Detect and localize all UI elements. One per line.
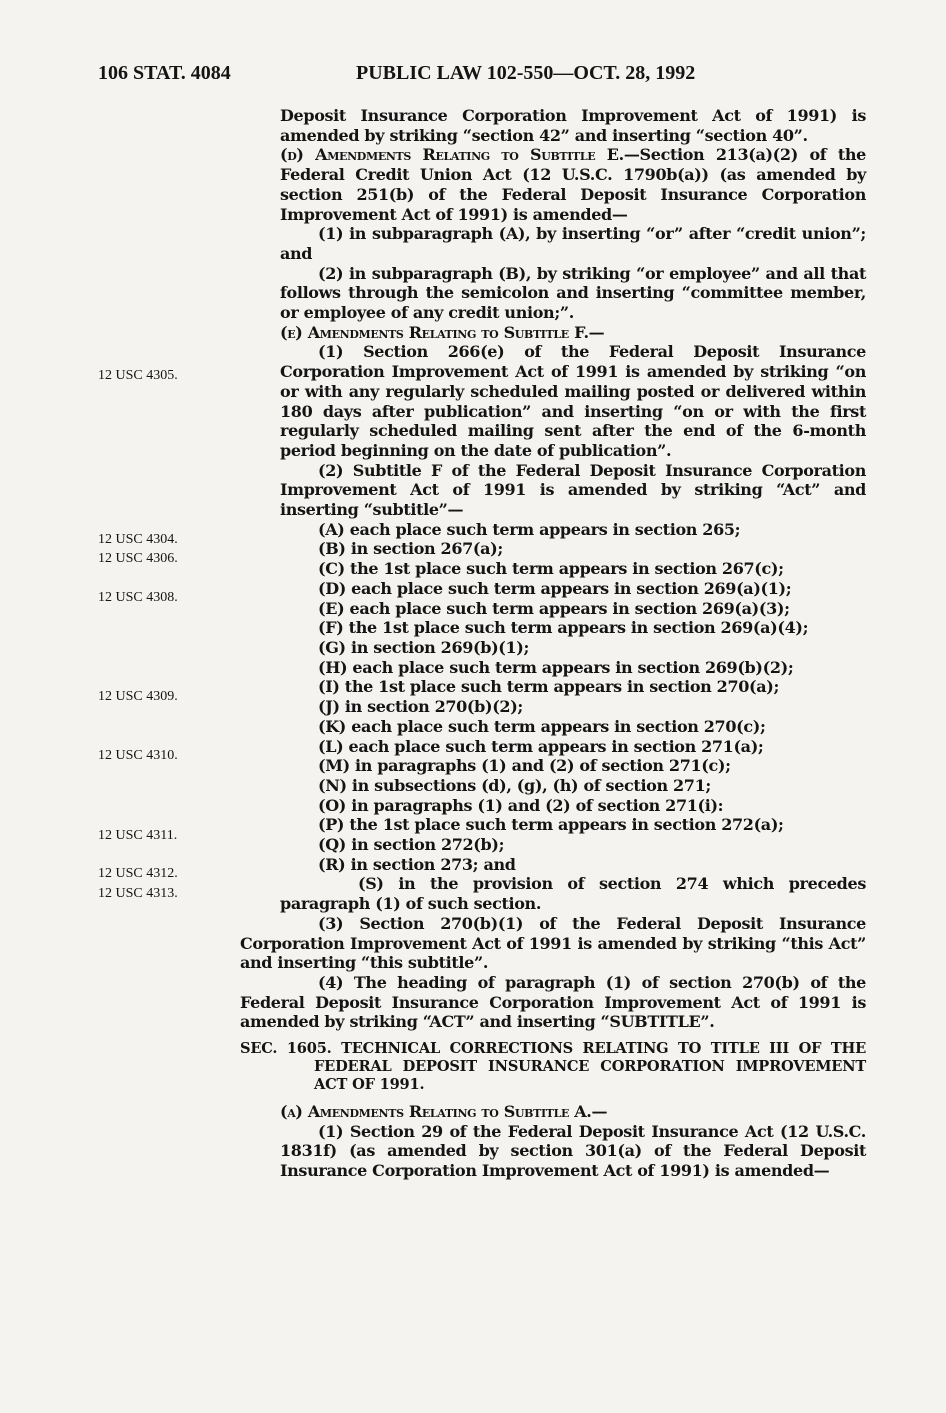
margin-citation: 12 USC 4306.	[98, 551, 178, 566]
margin-citation: 12 USC 4310.	[98, 748, 178, 763]
paragraph-a1: (1) Section 29 of the Federal Deposit Insurance Act (12 U.S.C. 1831f) (as amended by section 301(a) of the Federal Deposit Insurance Corporation Improvement Act of 1991) is amended—	[280, 1121, 866, 1181]
paragraph-d1: (1) in subparagraph (A), by inserting “or” after “credit union”; and	[280, 224, 866, 263]
margin-citation: 12 USC 4309.	[98, 689, 178, 704]
paragraph-e4: (4) The heading of paragraph (1) of section 270(b) of the Federal Deposit Insurance Corporation Improvement Act of 1991 is amended by striking “ACT” and inserting “SUBTITLE”.	[240, 972, 866, 1032]
subsection-a-heading: (a) Amendments Relating to Subtitle A.—	[280, 1102, 608, 1122]
margin-citation: 12 USC 4313.	[98, 886, 178, 901]
list-item: (M) in paragraphs (1) and (2) of section 271(c);	[318, 756, 731, 776]
margin-citation: 12 USC 4308.	[98, 590, 178, 605]
running-head: PUBLIC LAW 102-550—OCT. 28, 1992	[356, 62, 696, 84]
page-header	[98, 62, 858, 92]
list-item: (O) in paragraphs (1) and (2) of section 271(i):	[318, 795, 724, 815]
continued-paragraph: Deposit Insurance Corporation Improvement Act of 1991) is amended by striking “section 42” and inserting “section 40”.	[280, 106, 866, 145]
list-item: (L) each place such term appears in section 271(a);	[318, 736, 764, 756]
subsection-text: —Section 213(a)(2) of the Federal Credit Union Act (12 U.S.C. 1790b(a)) (as amended by section 251(b) of the Federal Deposit Insurance Corporation Improvement Act of 1991) is amended—	[280, 145, 866, 224]
paragraph-e3: (3) Section 270(b)(1) of the Federal Deposit Insurance Corporation Improvement Act of 1991 is amended by striking “this Act” and inserting “this subtitle”.	[240, 913, 866, 973]
list-item: (H) each place such term appears in section 269(b)(2);	[318, 657, 794, 677]
list-item: (S) in the provision of section 274 which precedes paragraph (1) of such section.	[280, 874, 866, 914]
list-item: (E) each place such term appears in section 269(a)(3);	[318, 598, 790, 618]
paragraph-d2: (2) in subparagraph (B), by striking “or employee” and all that follows through the semicolon and inserting “committee member, or employee of any credit union;”.	[280, 263, 866, 323]
margin-citation: 12 USC 4311.	[98, 828, 178, 843]
subsection-e-heading: (e) Amendments Relating to Subtitle F.—	[280, 322, 605, 342]
margin-citation: 12 USC 4312.	[98, 866, 178, 881]
list-item: (A) each place such term appears in section 265;	[318, 519, 741, 539]
subsection-heading: (d) Amendments Relating to Subtitle E.	[280, 145, 624, 165]
list-item: (K) each place such term appears in section 270(c);	[318, 716, 766, 736]
statute-text	[240, 106, 866, 1181]
subparagraph-list	[240, 520, 866, 914]
list-item: (C) the 1st place such term appears in section 267(c);	[318, 559, 784, 579]
list-item: (D) each place such term appears in section 269(a)(1);	[318, 578, 792, 598]
paragraph-e1: (1) Section 266(e) of the Federal Deposit Insurance Corporation Improvement Act of 1991 is amended by striking “on or with any regularly scheduled mailing posted or delivered within 180 days after publication” and inserting “on or with the first regularly scheduled mailing sent after the end of the 6-month period beginning on the date of publication”.	[280, 342, 866, 460]
list-item: (P) the 1st place such term appears in section 272(a);	[318, 815, 784, 835]
list-item: (B) in section 267(a);	[318, 539, 503, 559]
section-heading: SEC. 1605. TECHNICAL CORRECTIONS RELATING TO TITLE III OF THE FEDERAL DEPOSIT INSURANCE CORPORATION IMPROVEMENT ACT OF 1991.	[240, 1040, 866, 1094]
list-item: (Q) in section 272(b);	[318, 835, 505, 855]
list-item: (G) in section 269(b)(1);	[318, 637, 530, 657]
paragraph-e2: (2) Subtitle F of the Federal Deposit Insurance Corporation Improvement Act of 1991 is amended by striking “Act” and inserting “subtitle”—	[280, 460, 866, 520]
list-item: (F) the 1st place such term appears in section 269(a)(4);	[318, 618, 809, 638]
list-item: (R) in section 273; and	[318, 854, 516, 874]
list-item: (I) the 1st place such term appears in section 270(a);	[318, 677, 780, 697]
stat-page-number: 106 STAT. 4084	[98, 62, 231, 84]
margin-citation: 12 USC 4304.	[98, 532, 178, 547]
subsection-d	[240, 145, 866, 224]
list-item: (J) in section 270(b)(2);	[318, 697, 523, 717]
margin-citation: 12 USC 4305.	[98, 368, 178, 383]
list-item: (N) in subsections (d), (g), (h) of section 271;	[318, 775, 711, 795]
